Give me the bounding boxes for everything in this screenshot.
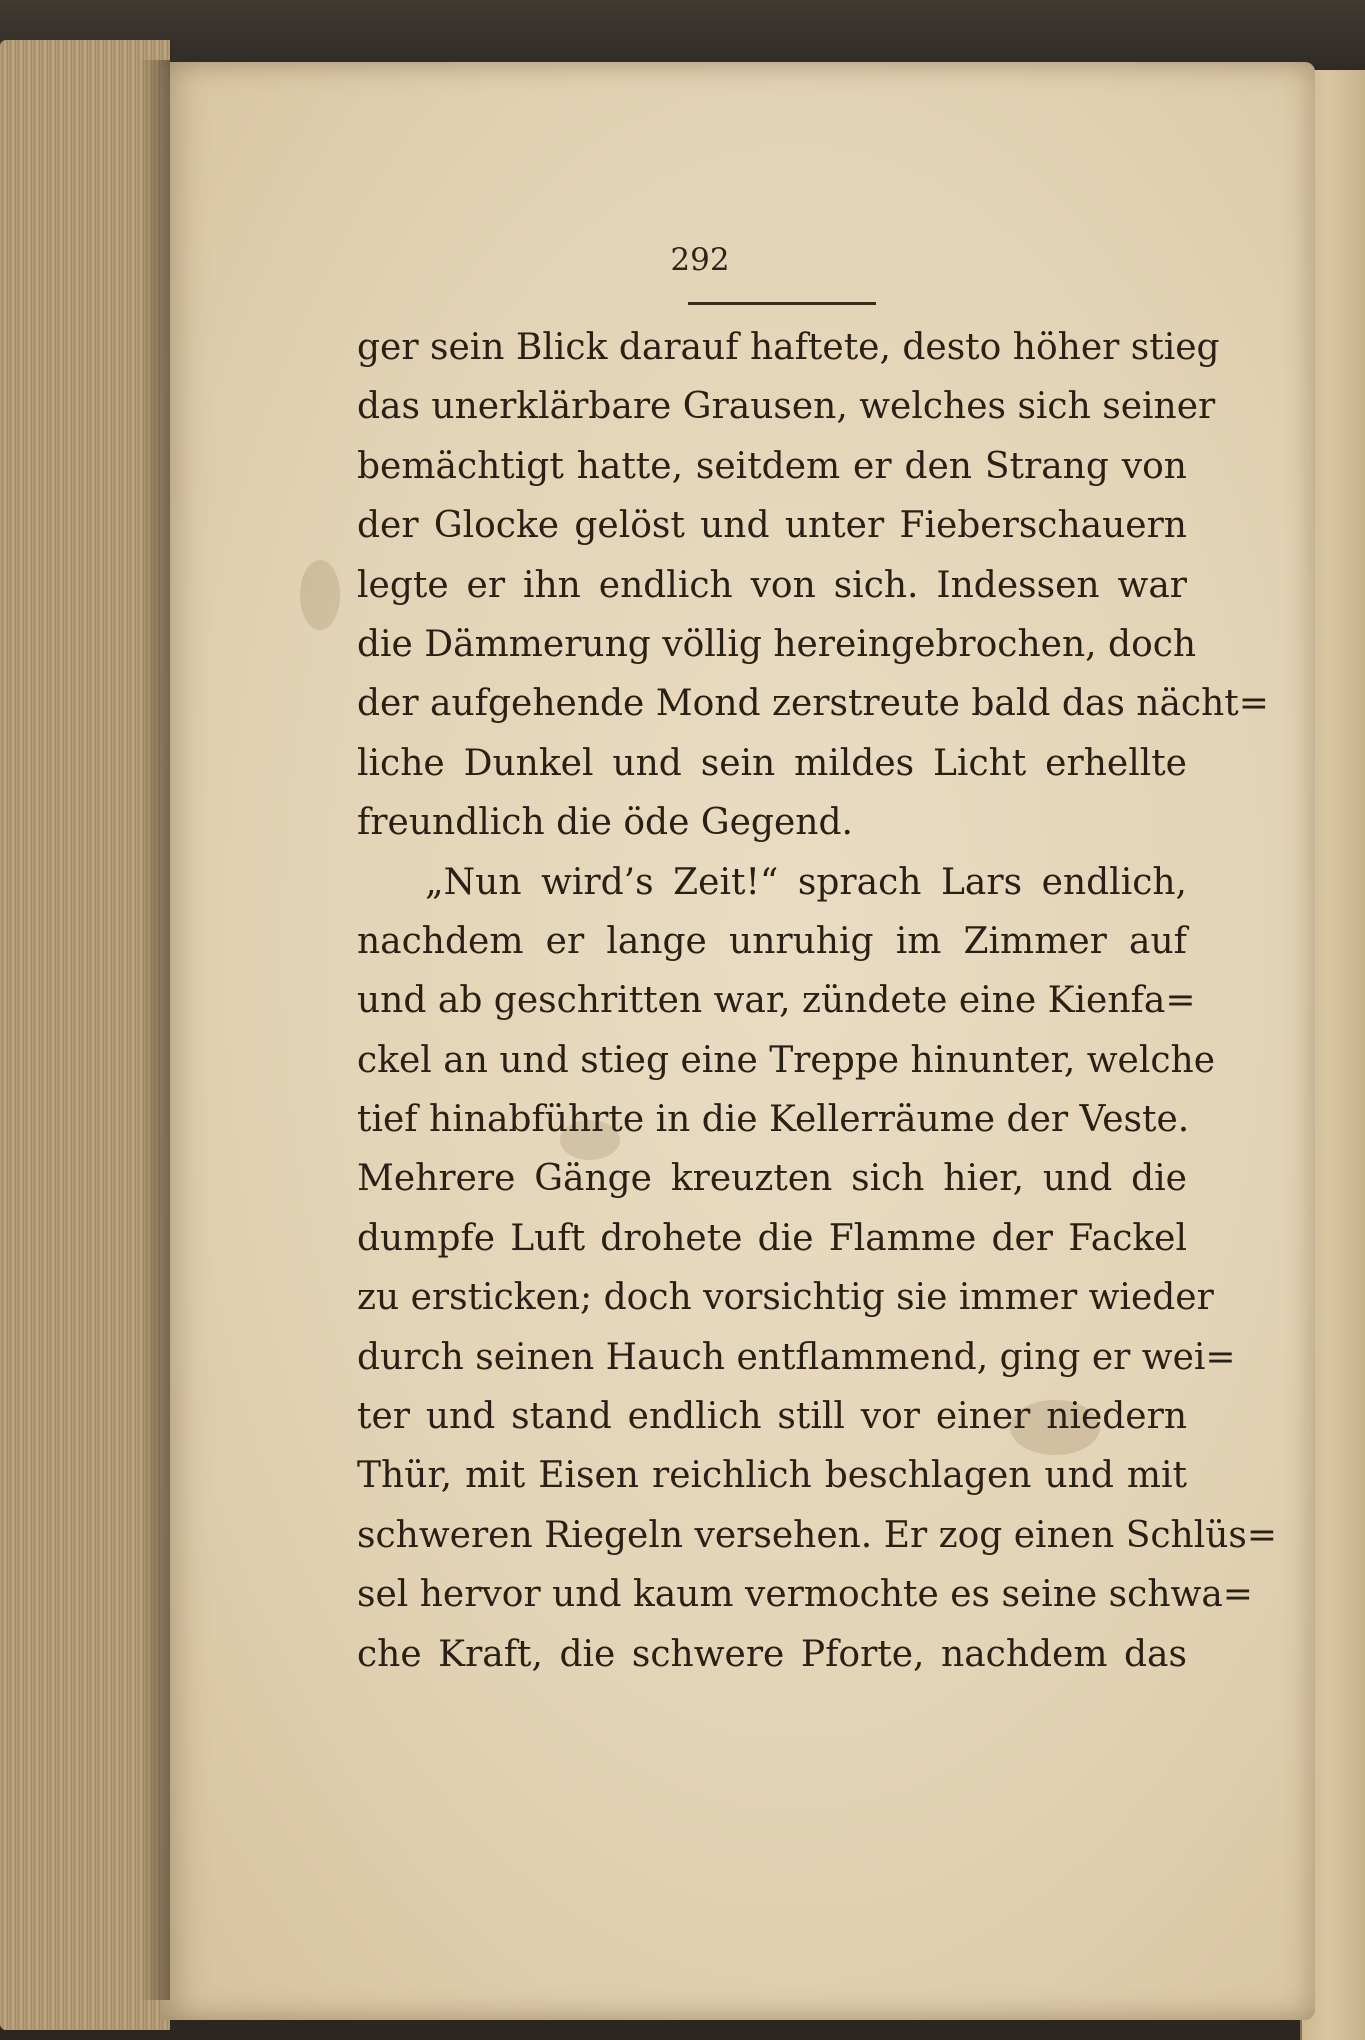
gutter-shadow — [140, 60, 170, 2000]
page-body-text — [357, 318, 1278, 1684]
header-rule — [688, 302, 876, 305]
text-line: der Glocke gelöst und unter Fieberschauern — [357, 505, 1187, 547]
text-line: schweren Riegeln versehen. Er zog einen Schlüs= — [357, 1514, 1278, 1556]
text-line: durch seinen Hauch entflammend, ging er wei= — [357, 1336, 1236, 1378]
text-line: die Dämmerung völlig hereingebrochen, doch — [357, 623, 1197, 665]
text-line: ckel an und stieg eine Treppe hinunter, welche — [357, 1039, 1216, 1081]
text-line: zu ersticken; doch vorsichtig sie immer wieder — [357, 1277, 1214, 1319]
text-line: Mehrere Gänge kreuzten sich hier, und die — [357, 1158, 1187, 1200]
text-line: „Nun wird’s Zeit!“ sprach Lars endlich, — [425, 861, 1187, 903]
text-line: tief hinabführte in die Kellerräume der Veste. — [357, 1099, 1190, 1141]
scan-background-top — [0, 0, 1365, 70]
text-line: freundlich die öde Gegend. — [357, 802, 853, 844]
paper-blemish — [300, 560, 340, 630]
text-line: sel hervor und kaum vermochte es seine schwa= — [357, 1574, 1253, 1616]
text-line: der aufgehende Mond zerstreute bald das nächt= — [357, 683, 1269, 725]
text-line: bemächtigt hatte, seitdem er den Strang von — [357, 445, 1187, 487]
text-line: dumpfe Luft drohete die Flamme der Fackel — [357, 1217, 1187, 1259]
text-line: ger sein Blick darauf haftete, desto höher stieg — [357, 327, 1220, 368]
page-number: 292 — [670, 242, 730, 278]
text-line: das unerklärbare Grausen, welches sich seiner — [357, 386, 1216, 428]
text-line: ter und stand endlich still vor einer niedern — [357, 1396, 1187, 1438]
text-line: legte er ihn endlich von sich. Indessen war — [357, 564, 1187, 606]
text-line: liche Dunkel und sein mildes Licht erhellte — [357, 742, 1187, 784]
text-line: che Kraft, die schwere Pforte, nachdem das — [357, 1633, 1187, 1675]
text-line: nachdem er lange unruhig im Zimmer auf — [357, 920, 1187, 962]
text-line: und ab geschritten war, zündete eine Kienfa= — [357, 980, 1196, 1022]
text-line: Thür, mit Eisen reichlich beschlagen und mit — [357, 1455, 1187, 1497]
